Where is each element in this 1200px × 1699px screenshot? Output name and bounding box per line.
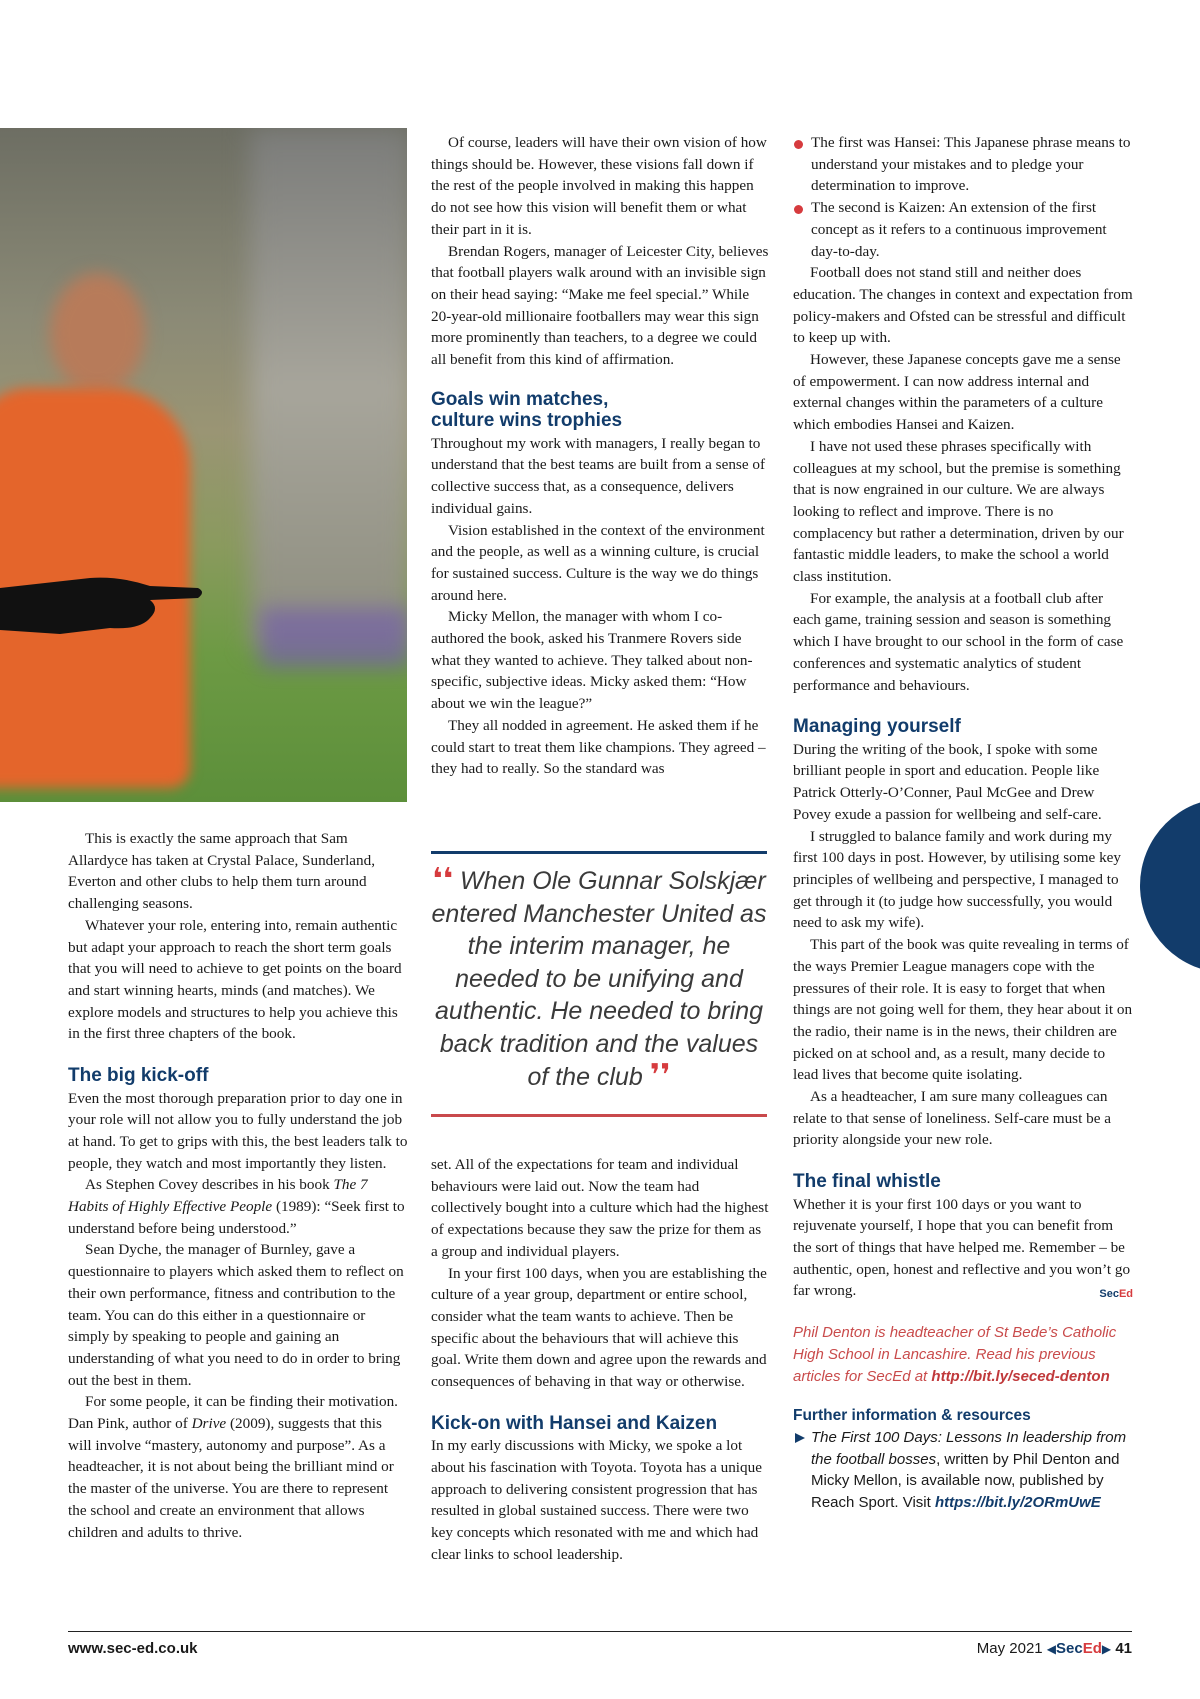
paragraph: Brendan Rogers, manager of Leicester City, believes that football players walk around with an invisible sign on their head saying: “Make me feel special.” While 20-year-old millionaire footballers may wear this sign more prominently than teachers, to a degree we could all benefit from this kind of affirmation. — [431, 242, 769, 369]
paragraph: For example, the analysis at a football club after each game, training session and season is something which I have brought to our school in the form of case conferences and systematic analytics of student performance and behaviours. — [793, 589, 1124, 694]
pull-quote-text: When Ole Gunnar Solskjær entered Manchester United as the interim manager, he needed to be unifying and authentic. He needed to bring back tradition and the values of the club — [431, 867, 767, 1091]
paragraph: During the writing of the book, I spoke with some brilliant people in sport and education. People like Patrick Otterly-O’Conner, Paul McGee and Drew Povey exude a passion for wellbeing and self-care. — [793, 740, 1102, 823]
paragraph: This is exactly the same approach that Sam Allardyce has taken at Crystal Palace, Sunderland, Everton and other clubs to help them turn around challenging seasons. — [68, 830, 376, 913]
heading-kick-on: Kick-on with Hansei and Kaizen — [431, 1412, 718, 1434]
paragraph: They all nodded in agreement. He asked them if he could start to treat them like champions. They agreed – they had to really. So the standard was — [431, 716, 766, 778]
paragraph: I have not used these phrases specifically with colleagues at my school, but the premise is something that is now engrained in our culture. We are always looking to reflect and improve. There is no complacency but rather a determination, driven by our fantastic middle leaders, to make the school a world class institution. — [793, 437, 1124, 586]
paragraph: This part of the book was quite revealing in terms of the ways Premier League managers cope with the pressures of their role. It is easy to forget that when things are not going well for them, they hear about it on the radio, their name is in the news, their children are picked on at school and, as a result, many decide to lead lives that become quite isolating. — [793, 936, 1133, 1084]
paragraph: Football does not stand still and neither does education. The changes in context and expectation from policy-makers and Ofsted can be stressful and difficult to keep up with. — [793, 264, 1133, 347]
paragraph: set. All of the expectations for team and individual behaviours were laid out. Now the team had collectively bought into a culture which had the highest of expectations because they saw the prize for them as a group and individual players. — [431, 1156, 769, 1260]
column-1 — [68, 828, 408, 1543]
left-triangle-icon: ◀ — [1046, 1642, 1057, 1656]
footer-date: May 2021 — [976, 1640, 1043, 1657]
paragraph: For some people, it can be finding their motivation. Dan Pink, author of Drive (2009), suggests that this will involve “mastery, autonomy and purpose”. As a headteacher, it is not about being the brilliant mind or the master of the universe. You are there to represent the school and create an environment that allows children and adults to thrive. — [68, 1393, 398, 1541]
footer-page-info — [977, 1640, 1132, 1657]
photo-player-head — [50, 273, 145, 393]
author-bio: Phil Denton is headteacher of St Bede’s Catholic High School in Lancashire. Read his previous articles for SecEd at http://bit.ly/seced-denton — [793, 1324, 1117, 1385]
paragraph: Sean Dyche, the manager of Burnley, gave a questionnaire to players which asked them to reflect on their own performance, fitness and contribution to the team. You can do this either in a questionnaire or simply by speaking to people and gaining an understanding of what you need to do in order to bring out the best in them. — [68, 1241, 404, 1389]
paragraph: I struggled to balance family and work during my first 100 days in post. However, by utilising some key principles of wellbeing and perspective, I managed to get through it (to judge how successfully, you would need to ask my wife). — [793, 827, 1121, 932]
heading-managing-yourself: Managing yourself — [793, 716, 961, 738]
paragraph: In your first 100 days, when you are establishing the culture of a year group, department or entire school, consider what the team wants to achieve. Then be specific about the behaviours that will achieve this goal. Write them down and agree upon the rewards and consequences of behaving in that way or otherwise. — [431, 1264, 767, 1391]
resource-link[interactable]: https://bit.ly/2ORmUwE — [934, 1494, 1101, 1512]
further-heading: Further information & resources — [793, 1407, 1031, 1425]
bullet-list — [793, 132, 1133, 262]
footer-brand: SecEd — [1056, 1640, 1102, 1657]
paragraph: In my early discussions with Micky, we spoke a lot about his fascination with Toyota. Toyota has a unique approach to delivering consistent progression that has resulted in global sustained success. There were two key concepts which resonated with me and which had clear links to school leadership. — [431, 1437, 762, 1563]
column-2-top — [431, 132, 771, 780]
further-information — [793, 1405, 1133, 1514]
photo-stand-blur — [260, 608, 407, 668]
paragraph: Micky Mellon, the manager with whom I co-authored the book, asked his Tranmere Rovers side what they wanted to achieve. They talked about non-specific, subjective ideas. Micky asked them: “How about we win the league?” — [431, 608, 753, 713]
bullet-kaizen: The second is Kaizen: An extension of the first concept as it refers to a continuous improvement day-to-day. — [793, 197, 1133, 262]
footer-url[interactable]: www.sec-ed.co.uk — [68, 1640, 198, 1657]
heading-final-whistle: The final whistle — [793, 1171, 941, 1193]
photo-background-blur — [250, 128, 407, 648]
resource-item: The First 100 Days: Lessons In leadership from the football bosses, written by Phil Denton and Micky Mellon, is available now, published by Reach Sport. Visit https://bit.ly/2ORmUwE — [793, 1427, 1133, 1514]
open-quote-icon: ❛❛ — [432, 863, 454, 896]
paragraph: As Stephen Covey describes in his book The 7 Habits of Highly Effective People (1989): “Seek first to understand before being understood.” — [68, 1176, 405, 1237]
paragraph: Of course, leaders will have their own vision of how things should be. However, these visions fall down if the rest of the people involved in making this happen do not see how this vision will benefit them or what their part in it is. — [431, 134, 767, 238]
paragraph: As a headteacher, I am sure many colleagues can relate to that sense of loneliness. Self-care must be a priority alongside your new role. — [793, 1088, 1111, 1149]
pointing-glove-icon — [0, 568, 205, 638]
column-3 — [793, 132, 1133, 1514]
heading-big-kick-off: The big kick-off — [68, 1065, 209, 1087]
column-2-bottom — [431, 1154, 771, 1565]
football-photo — [0, 128, 407, 802]
paragraph: Throughout my work with managers, I really began to understand that the best teams are built from a sense of collective success that, as a consequence, delivers individual gains. — [431, 434, 766, 517]
right-triangle-icon: ▶ — [1101, 1642, 1112, 1656]
page-edge-tab — [1140, 798, 1200, 973]
paragraph: Even the most thorough preparation prior to day one in your role will not allow you to fully understand the job at hand. To get to grips with this, the best leaders talk to people, they watch and most importantly they listen. — [68, 1089, 408, 1172]
seced-end-mark: SecEd — [1099, 1288, 1133, 1301]
paragraph: Whatever your role, entering into, remain authentic but adapt your approach to reach the short term goals that you will need to achieve to get points on the board and start winning hearts, minds (and matches). We explore models and structures to help you achieve this in the first three chapters of the book. — [68, 916, 402, 1043]
paragraph: Vision established in the context of the environment and the people, as well as a winning culture, is crucial for sustained success. Culture is the way we do things around here. — [431, 521, 765, 604]
footer-divider — [68, 1631, 1132, 1632]
pull-quote — [431, 851, 767, 1117]
close-quote-icon: ❜❜ — [649, 1059, 671, 1092]
paragraph: Whether it is your first 100 days or you want to rejuvenate yourself, I hope that you can benefit from the sort of things that have helped me. Remember – be authentic, open, honest and reflective and you won’t go far wrong. SecEd — [793, 1194, 1133, 1303]
page-number: 41 — [1115, 1640, 1132, 1657]
bio-link[interactable]: http://bit.ly/seced-denton — [931, 1367, 1110, 1385]
heading-goals-win-matches: Goals win matches, culture wins trophies — [431, 388, 623, 432]
bullet-hansei: The first was Hansei: This Japanese phrase means to understand your mistakes and to pledge your determination to improve. — [793, 132, 1133, 197]
paragraph: However, these Japanese concepts gave me a sense of empowerment. I can now address internal and external changes within the parameters of a culture which embodies Hansei and Kaizen. — [793, 351, 1121, 434]
